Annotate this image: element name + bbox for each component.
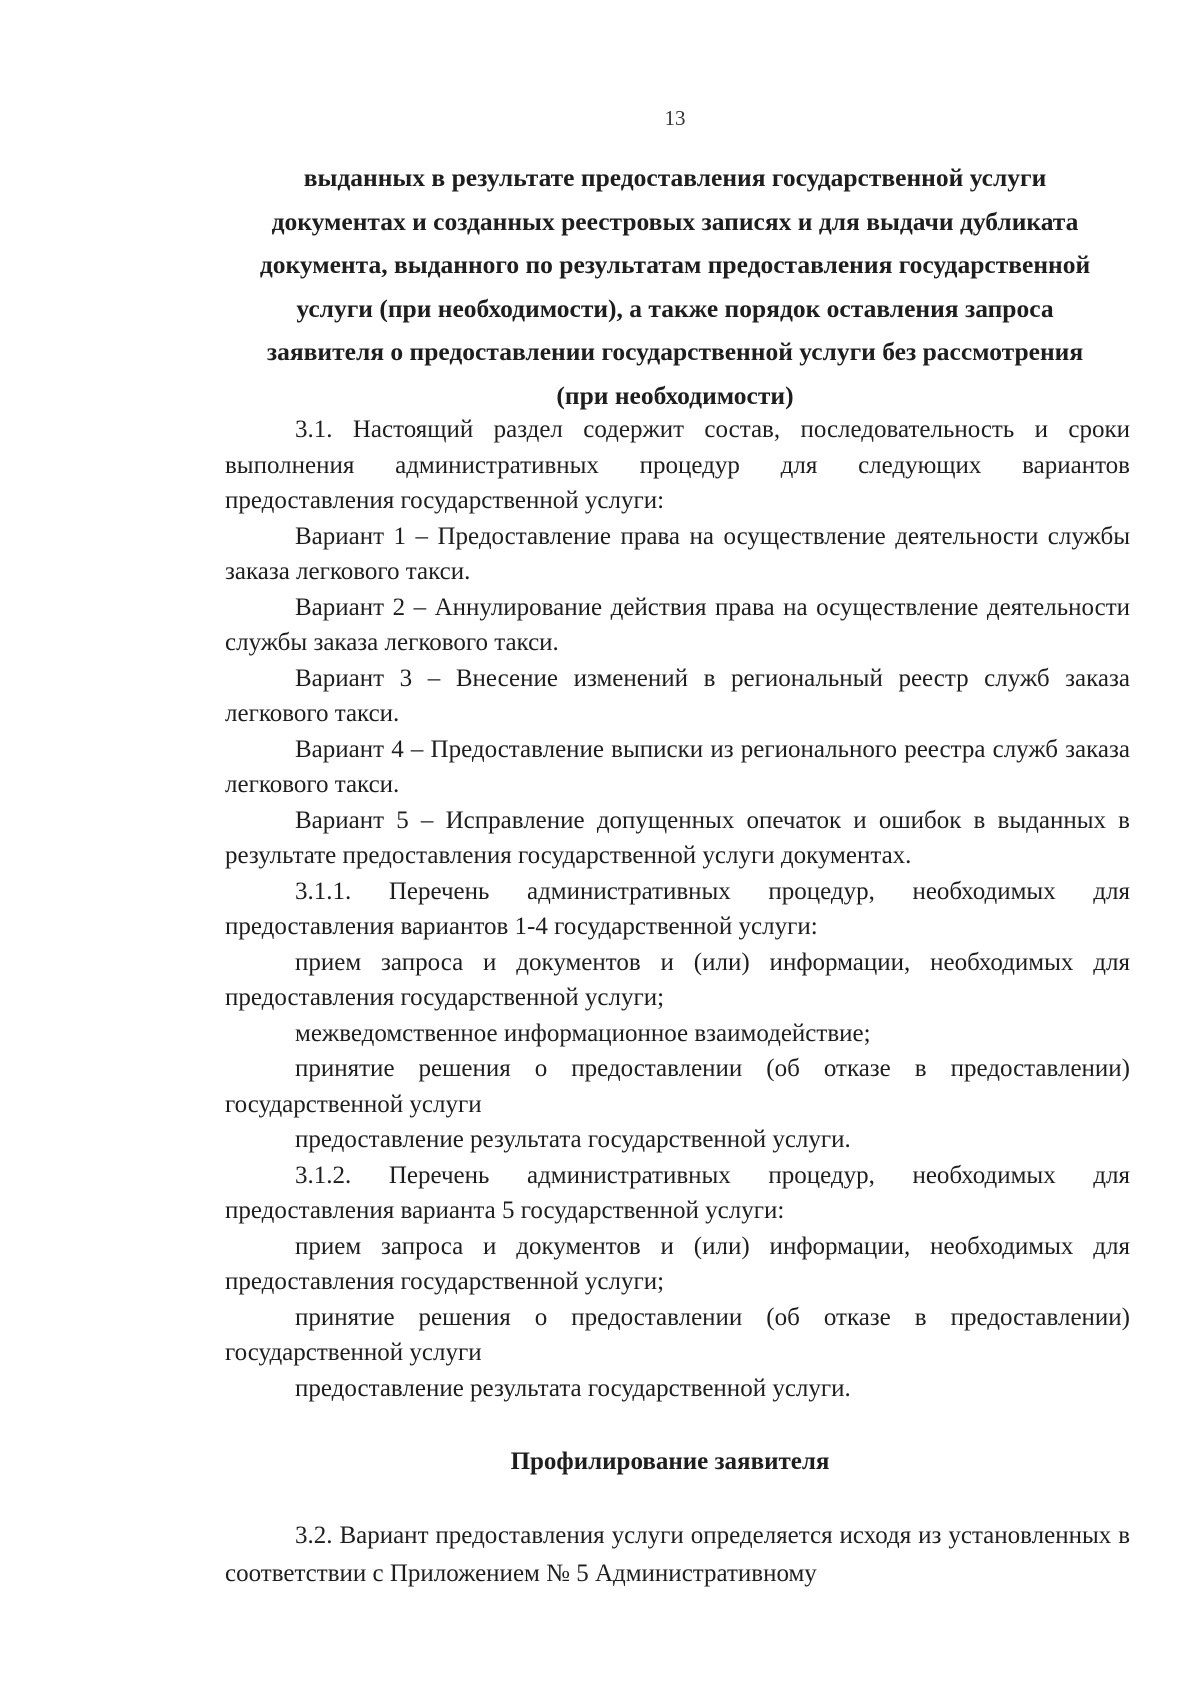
heading-line: выданных в результате предоставления государственной услуги bbox=[303, 163, 1047, 192]
body-text-continued bbox=[225, 1517, 1130, 1593]
paragraph: прием запроса и документов и (или) информации, необходимых для предоставления государственной услуги; bbox=[225, 1232, 1130, 1295]
paragraph: предоставление результата государственной услуги. bbox=[295, 1126, 851, 1153]
paragraph: принятие решения о предоставлении (об отказе в предоставлении) государственной услуги bbox=[225, 1055, 1130, 1118]
paragraph: межведомственное информационное взаимодействие; bbox=[295, 1019, 871, 1047]
heading-line: документах и созданных реестровых записях и для выдачи дубликата bbox=[271, 206, 1079, 236]
heading-line: документа, выданного по результатам предоставления государственной bbox=[259, 250, 1091, 279]
subheading: Профилирование заявителя bbox=[510, 1448, 830, 1475]
paragraph: 3.1.1. Перечень административных процедур, необходимых для предоставления вариантов 1-4 государственной услуги: bbox=[225, 877, 1130, 940]
paragraph: прием запроса и документов и (или) информации, необходимых для предоставления государственной услуги; bbox=[225, 948, 1130, 1011]
paragraph: Вариант 5 – Исправление допущенных опечаток и ошибок в выданных в результате предоставления государственной услуги документах. bbox=[225, 806, 1130, 869]
paragraph: Вариант 4 – Предоставление выписки из регионального реестра служб заказа легкового такси. bbox=[225, 735, 1130, 798]
heading-line: заявителя о предоставлении государственной услуги без рассмотрения bbox=[266, 337, 1084, 366]
heading-line: (при необходимости) bbox=[556, 380, 794, 410]
body-text bbox=[225, 412, 1130, 1406]
paragraph: 3.2. Вариант предоставления услуги определяется исходя из установленных в соответствии с Приложением № 5 Административному bbox=[225, 1522, 1130, 1587]
section-heading bbox=[220, 156, 1130, 417]
paragraph: предоставление результата государственной услуги. bbox=[295, 1374, 851, 1402]
paragraph: 3.1. Настоящий раздел содержит состав, последовательность и сроки выполнения административных процедур для следующих вариантов предоставления государственной услуги: bbox=[225, 416, 1130, 514]
paragraph: 3.1.2. Перечень административных процедур, необходимых для предоставления варианта 5 государственной услуги: bbox=[225, 1161, 1130, 1224]
paragraph: Вариант 2 – Аннулирование действия права на осуществление деятельности службы заказа легкового такси. bbox=[225, 593, 1130, 656]
paragraph: Вариант 3 – Внесение изменений в региональный реестр служб заказа легкового такси. bbox=[225, 664, 1130, 727]
paragraph: принятие решения о предоставлении (об отказе в предоставлении) государственной услуги bbox=[225, 1303, 1130, 1366]
paragraph: Вариант 1 – Предоставление права на осуществление деятельности службы заказа легкового такси. bbox=[225, 522, 1130, 585]
heading-line: услуги (при необходимости), а также порядок оставления запроса bbox=[296, 293, 1054, 323]
page-number: 13 bbox=[664, 106, 686, 130]
